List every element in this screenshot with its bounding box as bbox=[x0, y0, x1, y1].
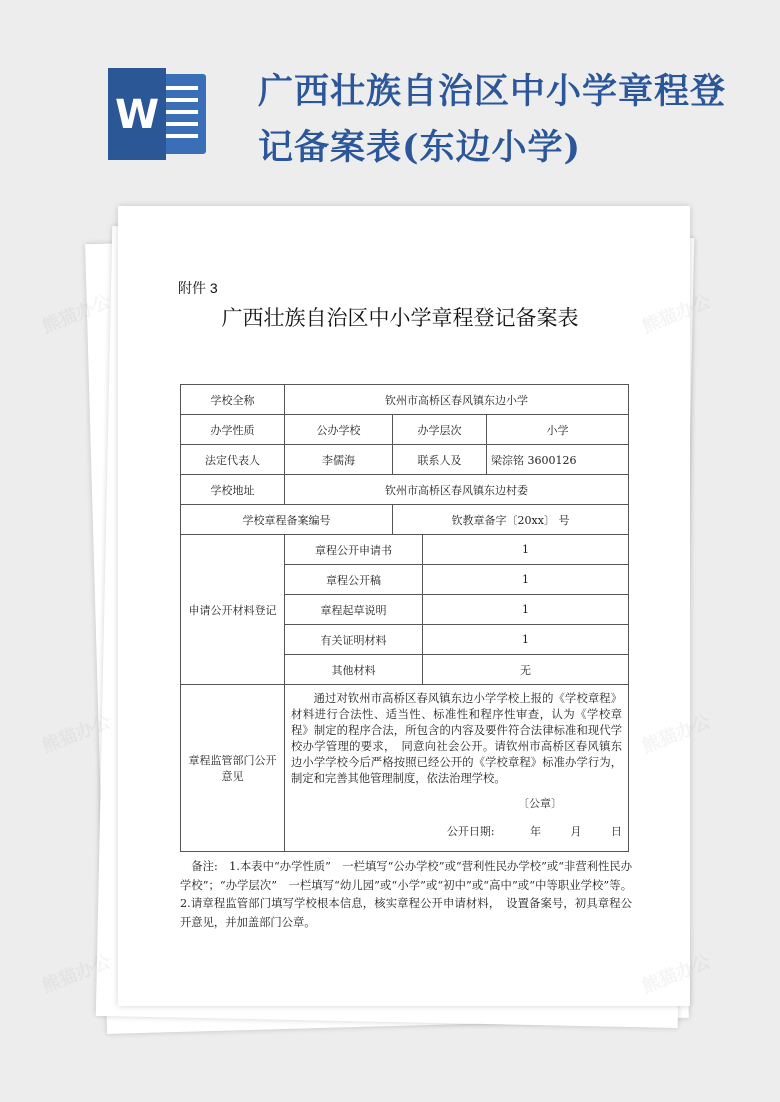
filing-no-label: 学校章程备案编号 bbox=[181, 505, 393, 535]
date-day: 日 bbox=[611, 825, 623, 838]
address-label: 学校地址 bbox=[181, 475, 285, 505]
level-label: 办学层次 bbox=[393, 415, 487, 445]
filing-no-value: 钦教章备字〔20xx〕 号 bbox=[393, 505, 629, 535]
material-name: 章程起草说明 bbox=[285, 595, 423, 625]
word-document-icon bbox=[108, 68, 208, 160]
table-row bbox=[181, 535, 629, 565]
opinion-text: 通过对钦州市高桥区春风镇东边小学学校上报的《学校章程》材料进行合法性、适当性、标准性和程序性审查，认为《学校章程》制定的程序合法，所包含的内容及要件符合法律标准和现代学校办学管理的要求， 同意向社会公开。请钦州市高桥区春风镇东边小学学校今后严格按照已经公开的《学校章程》标准办学行为，制定和完善其他管理制度，依法治理学校。 bbox=[291, 692, 623, 785]
materials-label: 申请公开材料登记 bbox=[181, 535, 285, 685]
date-month: 月 bbox=[570, 825, 582, 838]
table-row bbox=[181, 685, 629, 852]
seal-text: 〔公章〕 bbox=[518, 797, 563, 810]
notes-paragraph: 备注: 1.本表中“办学性质” 一栏填写“公办学校”或“营利性民办学校”或“非营利性民办学校”；“办学层次” 一栏填写“幼儿园”或“小学”或“初中”或“高中”或“中等职业学校”等。2.请章程监管部门填写学校根本信息，核实章程公开申请材料， 设置备案号，初具章程公开意见，并加盖部门公章。 bbox=[180, 860, 632, 929]
word-logo-letter: W bbox=[114, 92, 160, 138]
school-name-value: 钦州市高桥区春风镇东边小学 bbox=[285, 385, 629, 415]
table-row bbox=[181, 385, 629, 415]
nature-label: 办学性质 bbox=[181, 415, 285, 445]
contact-value: 梁淙铭 3600126 bbox=[487, 445, 629, 475]
date-year: 年 bbox=[530, 825, 542, 838]
table-row bbox=[181, 505, 629, 535]
filing-form-table bbox=[180, 384, 629, 852]
address-value: 钦州市高桥区春风镇东边村委 bbox=[285, 475, 629, 505]
material-value: 1 bbox=[423, 565, 629, 595]
material-name: 章程公开稿 bbox=[285, 565, 423, 595]
legal-rep-label: 法定代表人 bbox=[181, 445, 285, 475]
opinion-label: 章程监管部门公开意见 bbox=[181, 685, 285, 852]
table-row bbox=[181, 445, 629, 475]
material-value: 无 bbox=[423, 655, 629, 685]
material-value: 1 bbox=[423, 535, 629, 565]
date-row bbox=[291, 823, 622, 839]
nature-value: 公办学校 bbox=[285, 415, 393, 445]
material-value: 1 bbox=[423, 625, 629, 655]
level-value: 小学 bbox=[487, 415, 629, 445]
date-label: 公开日期: bbox=[446, 825, 495, 838]
watermark: 熊猫办公 bbox=[39, 711, 114, 758]
contact-label: 联系人及 bbox=[393, 445, 487, 475]
opinion-cell bbox=[285, 685, 629, 852]
form-title: 广西壮族自治区中小学章程登记备案表 bbox=[221, 306, 579, 330]
table-row bbox=[181, 475, 629, 505]
watermark: 熊猫办公 bbox=[39, 951, 114, 998]
school-name-label: 学校全称 bbox=[181, 385, 285, 415]
watermark: 熊猫办公 bbox=[39, 291, 114, 338]
material-name: 其他材料 bbox=[285, 655, 423, 685]
attachment-label: 附件 3 bbox=[178, 280, 218, 296]
material-name: 章程公开申请书 bbox=[285, 535, 423, 565]
material-name: 有关证明材料 bbox=[285, 625, 423, 655]
table-row bbox=[181, 415, 629, 445]
page-title: 广西壮族自治区中小学章程登记备案表(东边小学) bbox=[258, 71, 727, 168]
material-value: 1 bbox=[423, 595, 629, 625]
legal-rep-value: 李儒海 bbox=[285, 445, 393, 475]
